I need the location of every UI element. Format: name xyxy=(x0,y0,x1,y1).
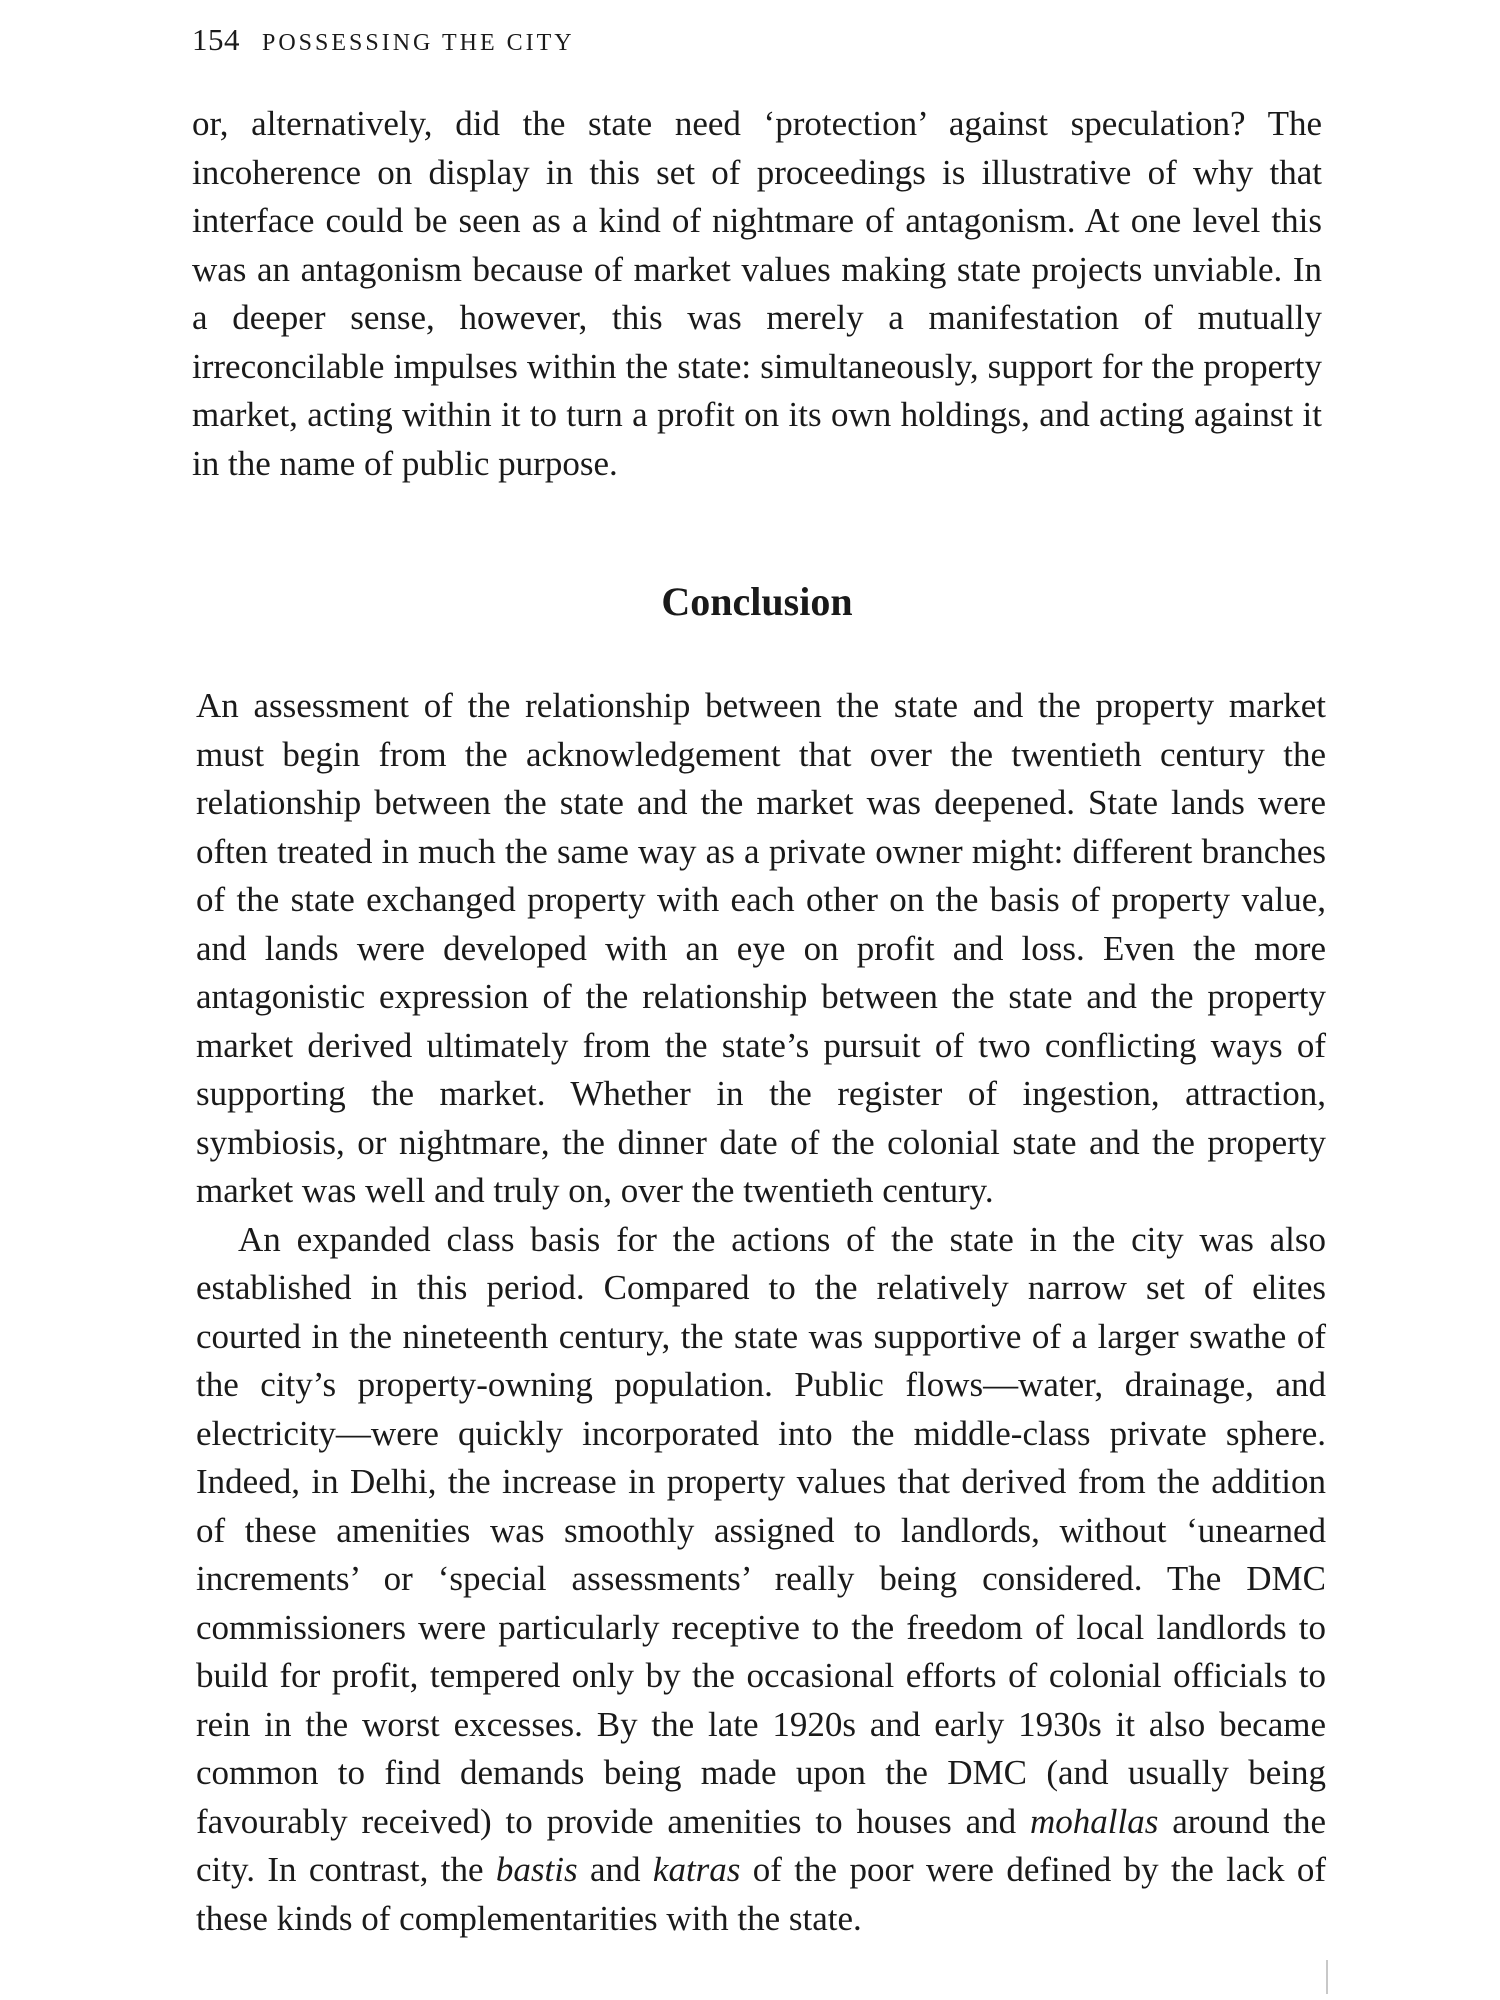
running-head xyxy=(192,22,575,58)
page-number: 154 xyxy=(192,22,240,57)
scan-edge-mark xyxy=(1326,1960,1328,1994)
conclusion-body xyxy=(196,682,1326,1943)
section-heading: Conclusion xyxy=(661,579,853,624)
paragraph-continued: or, alternatively, did the state need ‘protection’ against speculation? The incoherence on display in this set of proceedings is illustrative of why that interface could be seen as a kind of nightmare of antagonism. At one level this was an antagonism because of market values making state projects unviable. In a deeper sense, however, this was merely a manifestation of mutually irreconcilable impulses within the state: simultaneously, support for the property market, acting within it to turn a profit on its own holdings, and acting against it in the name of public purpose. xyxy=(192,104,1322,483)
opening-paragraph-block xyxy=(192,100,1322,488)
italic-term-bastis: bastis xyxy=(495,1850,578,1889)
conclusion-paragraph-2 xyxy=(196,1216,1326,1944)
italic-term-mohallas: mohallas xyxy=(1029,1801,1159,1841)
running-title: POSSESSING THE CITY xyxy=(262,30,575,56)
italic-term-katras: katras xyxy=(652,1850,741,1889)
text-run: of the poor were defined by the lack of these kinds of complementarities with the state. xyxy=(196,1850,1326,1938)
text-run: An expanded class basis for the actions of the state in the city was also established in this period. Compared to the relatively narrow set of elites courted in the nineteenth century, the state was supportive of a larger swathe of the city’s property-owning population. Public flows—water, drainage, and electricity—were quickly incorporated into the middle-class private sphere. Indeed, in Delhi, the increase in property values that derived from the addition of these amenities was smoothly assigned to landlords, without ‘unearned increments’ or ‘special assessments’ really being considered. The DMC commissioners were particularly receptive to the freedom of local landlords to build for profit, tempered only by the occasional efforts of colonial officials to rein in the worst excesses. By the late 1920s and early 1930s it also became common to find demands being made upon the DMC (and usually being favourably received) to provide amenities to houses and xyxy=(196,1219,1326,1841)
text-run: and xyxy=(577,1850,653,1889)
text-run: around the city. In contrast, the xyxy=(196,1801,1326,1889)
conclusion-paragraph-1: An assessment of the relationship between the state and the property market must begin from the acknowledgement that over the twentieth century the relationship between the state and the market was deepened. State lands were often treated in much the same way as a private owner might: different branches of the state exchanged property with each other on the basis of property value, and lands were developed with an eye on profit and loss. Even the more antagonistic expression of the relationship between the state and the property market derived ultimately from the state’s pursuit of two conflicting ways of supporting the market. Whether in the register of ingestion, attraction, symbiosis, or nightmare, the dinner date of the colonial state and the property market was well and truly on, over the twentieth century. xyxy=(196,686,1326,1210)
